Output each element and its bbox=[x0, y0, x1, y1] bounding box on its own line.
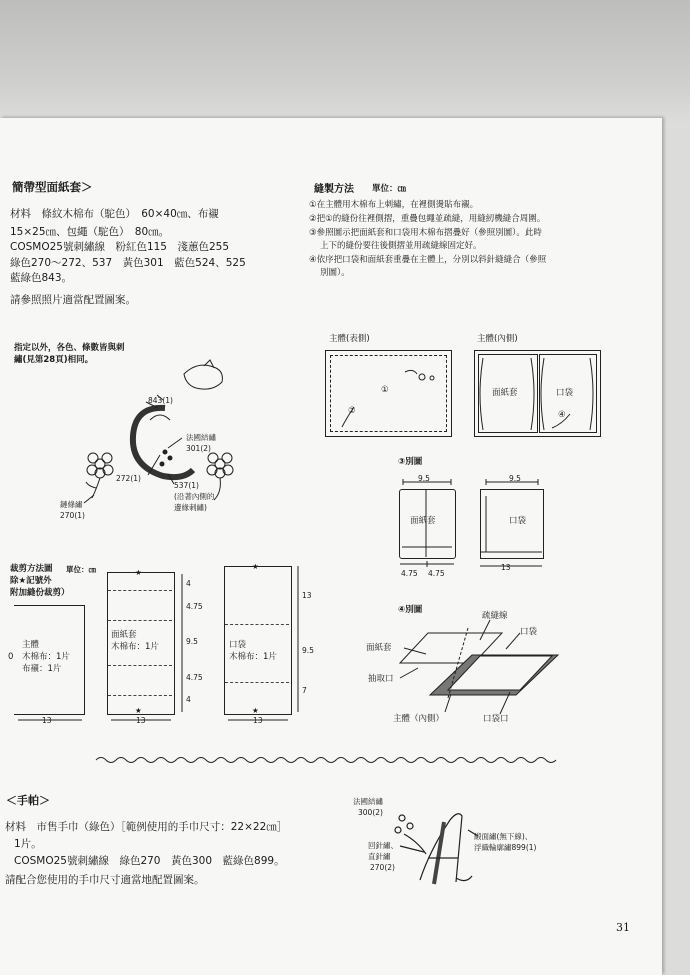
embroidery-note-1: 指定以外，各色、條數皆與刺 bbox=[14, 343, 125, 353]
handkerchief-line-1: 材料 市售手巾（綠色）［範例使用的手巾尺寸：22×22㎝］ bbox=[5, 821, 288, 833]
fig4-pull: 抽取口 bbox=[368, 674, 394, 684]
label-french-knot: 法國結繡 bbox=[186, 433, 216, 442]
fig3-title: ③別圖 bbox=[398, 457, 423, 467]
handkerchief-title: ＜手帕＞ bbox=[6, 794, 50, 807]
hk-label-back-stitch: 回針繡、 bbox=[368, 841, 398, 850]
hk-label-300: 300(2) bbox=[358, 808, 383, 817]
back-circle-4: ④ bbox=[558, 410, 566, 420]
material-line-4: 綠色270～272、537 黃色301 藍色524、525 bbox=[10, 257, 246, 269]
cut-main-width: 13 bbox=[42, 716, 52, 725]
cut-tissue-star-top: ★ bbox=[135, 568, 142, 577]
sewing-step-4: ④依序把口袋和面紙套重疊在主體上，分別以斜針縫縫合（參照 bbox=[309, 255, 547, 265]
sewing-unit: 單位：㎝ bbox=[372, 184, 407, 194]
cut-pocket-fold-2 bbox=[225, 682, 289, 683]
back-pocket-label: 口袋 bbox=[556, 388, 574, 398]
cut-pocket-cotton: 木棉布：1片 bbox=[229, 652, 277, 662]
front-circle-1: ① bbox=[381, 385, 389, 395]
material-line-3: COSMO25號刺繡線 粉紅色115 淺蕙色255 bbox=[10, 241, 230, 253]
fig3-dim-b: 4.75 bbox=[428, 569, 445, 578]
handkerchief-line-2: 1片。 bbox=[14, 838, 42, 850]
label-537: 537(1) bbox=[174, 481, 199, 490]
sewing-step-3: ③參照圖示把面紙套和口袋用木棉布摺疊好（參照別圖）。此時 bbox=[309, 228, 542, 238]
label-301: 301(2) bbox=[186, 444, 211, 453]
cut-tissue-fold-4 bbox=[108, 695, 172, 696]
cut-main-name: 主體 bbox=[22, 640, 40, 650]
sewing-step-3b: 上下的縫份要往後側摺並用疏縫線固定好。 bbox=[320, 241, 482, 251]
cut-pocket-name: 口袋 bbox=[229, 640, 247, 650]
fig4-tissue: 面紙套 bbox=[366, 643, 392, 653]
label-537-desc2: 邊緣刺繡) bbox=[174, 503, 207, 512]
cut-dim-475-top: 4.75 bbox=[186, 602, 203, 611]
cut-pocket-fold-1 bbox=[225, 624, 289, 625]
fig4-basting: 疏縫線 bbox=[482, 611, 508, 621]
page-number: 31 bbox=[616, 921, 630, 934]
case-note: 請參照照片適當配置圖案。 bbox=[10, 294, 136, 306]
material-line-5: 藍綠色843。 bbox=[10, 272, 73, 284]
hk-label-270: 270(2) bbox=[370, 863, 395, 872]
cutting-unit: 單位：㎝ bbox=[66, 565, 96, 574]
cut-tissue-fold-1 bbox=[108, 590, 172, 591]
handkerchief-line-3: COSMO25號刺繡線 綠色270 黃色300 藍綠色899。 bbox=[14, 855, 285, 867]
cut-tissue-width: 13 bbox=[136, 716, 146, 725]
label-272: 272(1) bbox=[116, 474, 141, 483]
sewing-step-2: ②把①的縫份往裡側摺，重疊包繩並疏縫，用縫紉機縫合周圍。 bbox=[309, 214, 546, 224]
hk-label-satin: 緞面繡(無下線)、 bbox=[474, 832, 533, 841]
cutting-note-1: 除★記號外 bbox=[10, 576, 52, 586]
hk-label-float: 浮織輪廓繡899(1) bbox=[474, 843, 537, 852]
cut-dim-95: 9.5 bbox=[186, 637, 198, 646]
fig3-pocket-label: 口袋 bbox=[509, 516, 527, 526]
cut-pocket-dim-13: 13 bbox=[302, 591, 312, 600]
cut-pocket-width: 13 bbox=[253, 716, 263, 725]
cutting-title: 裁剪方法圖 bbox=[10, 564, 53, 574]
cut-main-interfacing: 布襯：1片 bbox=[22, 664, 62, 674]
fig3-width-a: 9.5 bbox=[418, 474, 430, 483]
material-line-1: 材料 條紋木棉布（駝色） 60×40㎝、布襯 bbox=[10, 208, 219, 220]
cut-tissue-cotton: 木棉布：1片 bbox=[111, 642, 159, 652]
front-circle-2: ② bbox=[348, 406, 356, 416]
case-title: 簡帶型面紙套＞ bbox=[12, 180, 93, 194]
embroidery-note-2: 繡(見第28頁)相同。 bbox=[14, 355, 94, 365]
label-843: 843(1) bbox=[148, 396, 173, 405]
fig3-width-b: 9.5 bbox=[509, 474, 521, 483]
fig4-title: ④別圖 bbox=[398, 605, 423, 615]
cutting-note-2: 附加縫份裁剪） bbox=[10, 588, 70, 598]
label-chain-stitch: 鏈條繡 bbox=[60, 500, 83, 509]
back-tissue-label: 面紙套 bbox=[492, 388, 518, 398]
fig4-main: 主體（內側） bbox=[393, 714, 445, 724]
hk-label-straight: 直針繡 bbox=[368, 852, 391, 861]
cut-dim-4-bottom: 4 bbox=[186, 695, 191, 704]
fig3-dim-a: 4.75 bbox=[401, 569, 418, 578]
sewing-title: 縫製方法 bbox=[314, 184, 354, 195]
handkerchief-line-4: 請配合您使用的手巾尺寸適當地配置圖案。 bbox=[5, 874, 205, 886]
fig4-pocket: 口袋 bbox=[520, 627, 538, 637]
cut-tissue-fold-3 bbox=[108, 665, 172, 666]
label-537-desc1: (沿著內側的 bbox=[174, 492, 215, 501]
hk-label-french-knot: 法國結繡 bbox=[353, 797, 383, 806]
cut-pocket-star-top: ★ bbox=[252, 562, 259, 571]
cut-pocket-dim-95: 9.5 bbox=[302, 646, 314, 655]
fig3-dim-13: 13 bbox=[501, 563, 511, 572]
sewing-step-1: ①在主體用木棉布上刺繡，在裡側燙貼布襯。 bbox=[309, 200, 479, 210]
cut-dim-4-top: 4 bbox=[186, 579, 191, 588]
sewing-step-4b: 別圖）。 bbox=[320, 268, 350, 278]
cut-tissue-name: 面紙套 bbox=[111, 630, 137, 640]
cut-main-cotton: 木棉布：1片 bbox=[22, 652, 70, 662]
back-diagram-title: 主體(內側) bbox=[477, 334, 518, 344]
page-edge bbox=[662, 128, 690, 975]
cut-pocket-dim-7: 7 bbox=[302, 686, 307, 695]
fig3-tissue-label: 面紙套 bbox=[410, 516, 436, 526]
label-270: 270(1) bbox=[60, 511, 85, 520]
fig4-pocket-mouth: 口袋口 bbox=[483, 714, 509, 724]
material-line-2: 15×25㎝、包繩（駝色） 80㎝。 bbox=[10, 226, 170, 238]
cut-pocket-star-bottom: ★ bbox=[252, 706, 259, 715]
cut-dim-475-bottom: 4.75 bbox=[186, 673, 203, 682]
cut-tissue-fold-2 bbox=[108, 620, 172, 621]
cut-tissue-star-bottom: ★ bbox=[135, 706, 142, 715]
cut-left-dim: 0 bbox=[8, 652, 14, 662]
front-diagram-title: 主體(表側) bbox=[329, 334, 370, 344]
